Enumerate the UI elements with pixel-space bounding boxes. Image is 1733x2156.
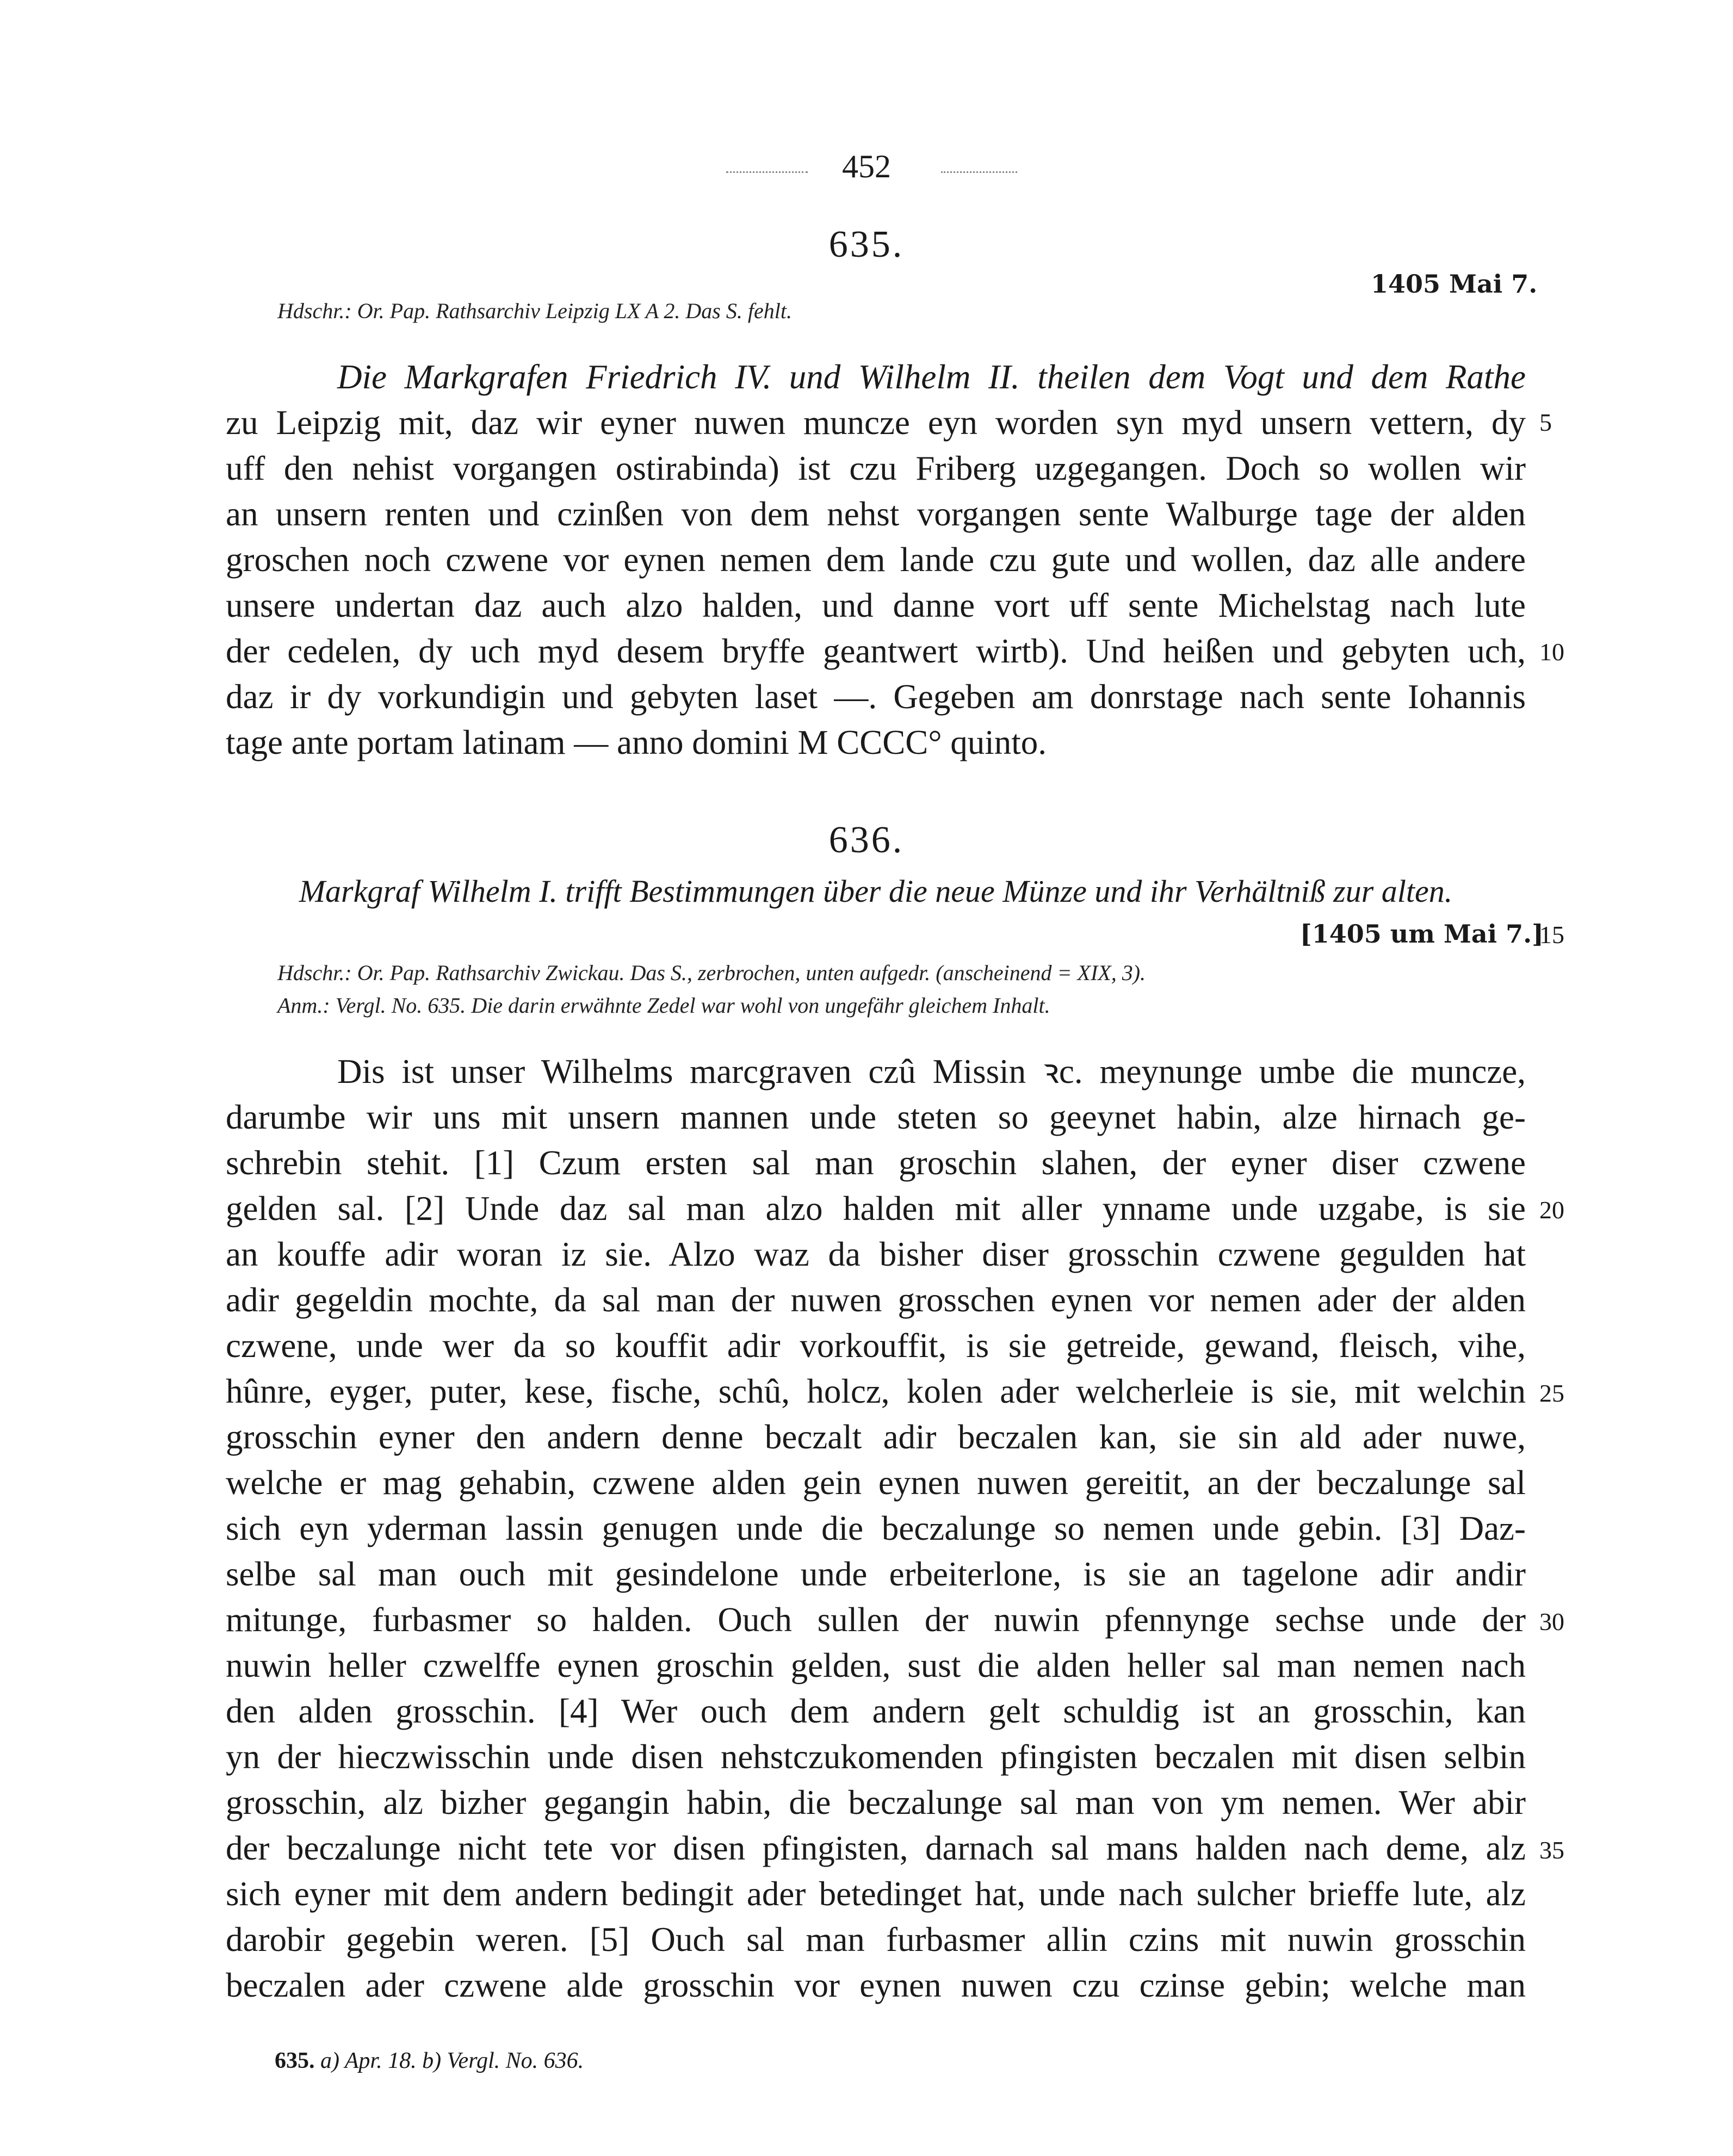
doc-636-source-line-2: Anm.: Vergl. No. 635. Die darin erwähnte Zedel war wohl von ungefähr gleichem Inhalt. xyxy=(277,993,1050,1018)
line-number: 5 xyxy=(1539,408,1552,436)
footnote xyxy=(275,2048,584,2074)
doc-636-line-4: gelden sal. [2] Unde daz sal man alzo halden mit aller ynname unde uzgabe, is sie xyxy=(226,1189,1526,1228)
doc-635-line-2: zu Leipzig mit, daz wir eyner nuwen muncze eyn worden syn myd unsern vettern, dy xyxy=(226,404,1526,442)
doc-636-line-2: darumbe wir uns mit unsern mannen unde steten so geeynet habin, alze hirnach ge- xyxy=(226,1098,1526,1136)
line-number: 15 xyxy=(1539,921,1564,949)
doc-636-line-3: schrebin stehit. [1] Czum ersten sal man groschin slahen, der eyner diser czwene xyxy=(226,1144,1526,1182)
doc-636-line-6: adir gegeldin mochte, da sal man der nuwen grosschen eynen vor nemen ader der alden xyxy=(226,1281,1526,1319)
doc-635-line-8: daz ir dy vorkundigin und gebyten laset —. Gegeben am donrstage nach sente Iohannis xyxy=(226,678,1526,716)
header-rule-right xyxy=(941,171,1017,173)
line-number: 30 xyxy=(1539,1608,1564,1635)
doc-636-line-13: mitunge, furbasmer so halden. Ouch sullen der nuwin pfennynge sechse unde der xyxy=(226,1601,1526,1639)
doc-636-line-8: hûnre, eyger, puter, kese, fische, schû, holcz, kolen ader welcherleie is sie, mit welchin xyxy=(226,1372,1526,1410)
doc-636-line-16: yn der hieczwisschin unde disen nehstczukomenden pfingisten beczalen mit disen selbin xyxy=(226,1738,1526,1776)
doc-636-number: 636. xyxy=(828,819,905,861)
doc-636-line-21: beczalen ader czwene alde grosschin vor eynen nuwen czu czinse gebin; welche man xyxy=(226,1966,1526,2004)
doc-636-line-19: sich eyner mit dem andern bedingit ader betedinget hat, unde nach sulcher brieffe lute, alz xyxy=(226,1875,1526,1913)
doc-636-line-15: den alden grosschin. [4] Wer ouch dem andern gelt schuldig ist an grosschin, kan xyxy=(226,1692,1526,1730)
doc-636-date: [1405 um Mai 7.] xyxy=(1300,919,1544,949)
footnote-ref: 635. xyxy=(275,2048,315,2073)
doc-636-line-11: sich eyn yderman lassin genugen unde die beczalunge so nemen unde gebin. [3] Daz- xyxy=(226,1509,1526,1547)
doc-636-source-line-1: Hdschr.: Or. Pap. Rathsarchiv Zwickau. Das S., zerbrochen, unten aufgedr. (anscheinend = XIX, 3). xyxy=(277,961,1146,985)
doc-635-line-1: Die Markgrafen Friedrich IV. und Wilhelm II. theilen dem Vogt und dem Rathe xyxy=(337,358,1526,396)
doc-635-number: 635. xyxy=(828,224,905,265)
line-number: 20 xyxy=(1539,1196,1564,1224)
doc-636-line-9: grosschin eyner den andern denne beczalt adir beczalen kan, sie sin ald ader nuwe, xyxy=(226,1418,1526,1456)
doc-636-line-1: Dis ist unser Wilhelms marcgraven czû Missin ꝛc. meynunge umbe die muncze, xyxy=(337,1052,1526,1091)
doc-636-line-14: nuwin heller czwelffe eynen groschin gelden, sust die alden heller sal man nemen nach xyxy=(226,1646,1526,1684)
doc-635-line-3: uff den nehist vorgangen ostirabinda) ist czu Friberg uzgegangen. Doch so wollen wir xyxy=(226,449,1526,487)
line-number: 10 xyxy=(1539,638,1564,666)
doc-636-line-7: czwene, unde wer da so kouffit adir vorkouffit, is sie getreide, gewand, fleisch, vihe, xyxy=(226,1327,1526,1365)
doc-636-heading: Markgraf Wilhelm I. trifft Bestimmungen über die neue Münze und ihr Verhältniß zur alten. xyxy=(299,873,1453,909)
doc-635-line-5: groschen noch czwene vor eynen nemen dem lande czu gute und wollen, daz alle andere xyxy=(226,541,1526,579)
doc-636-line-10: welche er mag gehabin, czwene alden gein eynen nuwen gereitit, an der beczalunge sal xyxy=(226,1464,1526,1502)
page-number: 452 xyxy=(842,148,891,184)
line-number: 35 xyxy=(1539,1836,1564,1864)
doc-635-line-6: unsere undertan daz auch alzo halden, und danne vort uff sente Michelstag nach lute xyxy=(226,586,1526,624)
doc-635-line-7: der cedelen, dy uch myd desem bryffe geantwert wirtb). Und heißen und gebyten uch, xyxy=(226,632,1526,670)
doc-635-source: Hdschr.: Or. Pap. Rathsarchiv Leipzig LX A 2. Das S. fehlt. xyxy=(277,299,792,323)
doc-635-date: 1405 Mai 7. xyxy=(1371,269,1538,299)
doc-635-line-9: tage ante portam latinam — anno domini M CCCC° quinto. xyxy=(226,723,1047,761)
doc-636-line-17: grosschin, alz bizher gegangin habin, die beczalunge sal man von ym nemen. Wer abir xyxy=(226,1783,1526,1822)
doc-636-line-20: darobir gegebin weren. [5] Ouch sal man furbasmer allin czins mit nuwin grosschin xyxy=(226,1920,1526,1959)
doc-636-line-12: selbe sal man ouch mit gesindelone unde erbeiterlone, is sie an tagelone adir andir xyxy=(226,1555,1526,1593)
line-number: 25 xyxy=(1539,1379,1564,1407)
doc-636-line-18: der beczalunge nicht tete vor disen pfingisten, darnach sal mans halden nach deme, alz xyxy=(226,1829,1526,1867)
doc-635-line-4: an unsern renten und czinßen von dem nehst vorgangen sente Walburge tage der alden xyxy=(226,495,1526,533)
footnote-text: a) Apr. 18. b) Vergl. No. 636. xyxy=(314,2048,584,2073)
doc-636-line-5: an kouffe adir woran iz sie. Alzo waz da bisher diser grosschin czwene gegulden hat xyxy=(226,1235,1526,1273)
